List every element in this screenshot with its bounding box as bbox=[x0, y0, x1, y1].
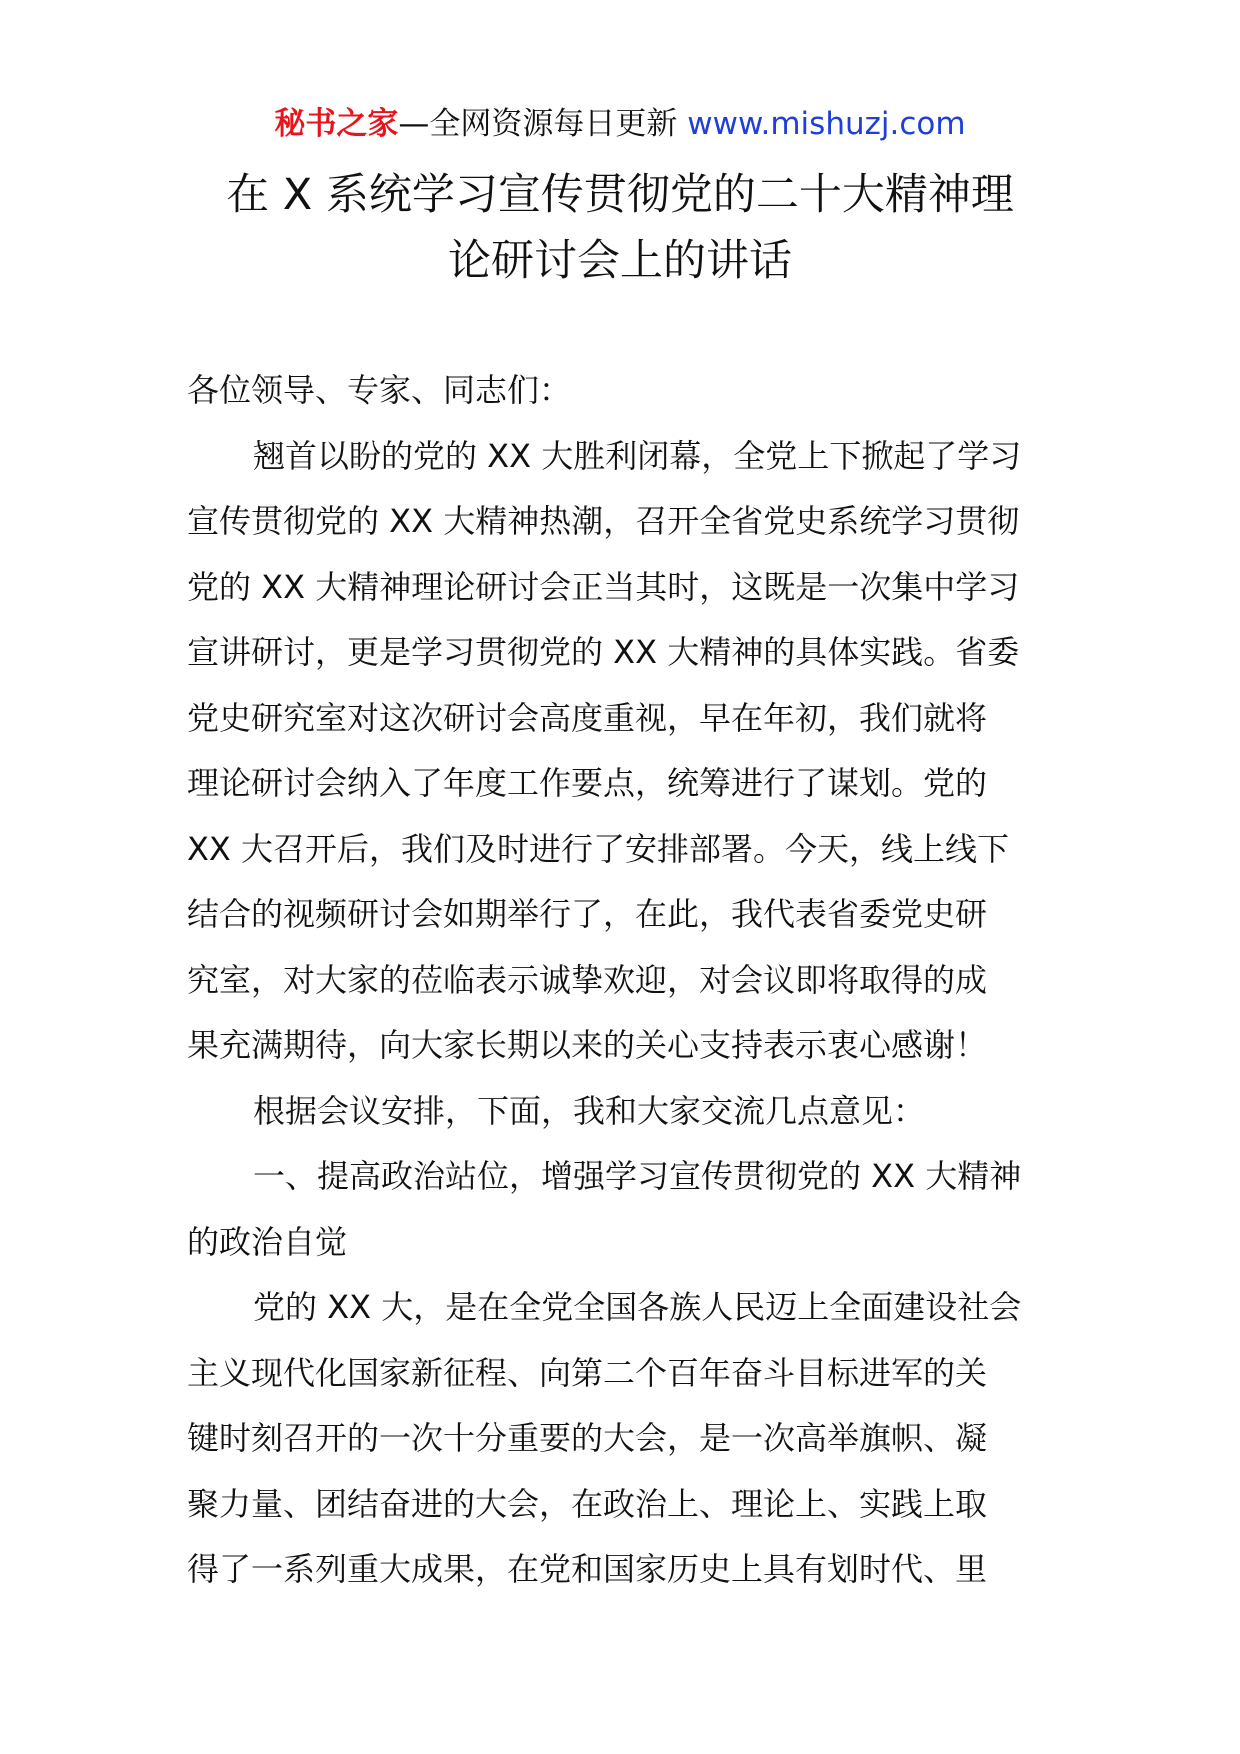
paragraph-line: 党的 XX 大精神理论研讨会正当其时，这既是一次集中学习 bbox=[187, 567, 1020, 606]
paragraph-line: 主义现代化国家新征程、向第二个百年奋斗目标进军的关 bbox=[187, 1353, 988, 1392]
paragraph-line: 键时刻召开的一次十分重要的大会，是一次高举旗帜、凝 bbox=[187, 1419, 988, 1457]
paragraph-line: 翘首以盼的党的 XX 大胜利闭幕，全党上下掀起了学习 bbox=[253, 436, 1022, 475]
title-line: 论研讨会上的讲话 bbox=[448, 236, 792, 286]
document-title bbox=[150, 162, 1090, 294]
paragraph-line: 得了一系列重大成果，在党和国家历史上具有划时代、里 bbox=[187, 1550, 988, 1588]
paragraph-line: 聚力量、团结奋进的大会，在政治上、理论上、实践上取 bbox=[187, 1484, 988, 1523]
section-heading: 一、提高政治站位，增强学习宣传贯彻党的 XX 大精神 bbox=[253, 1157, 1022, 1195]
section-heading: 的政治自觉 bbox=[187, 1222, 348, 1261]
title-line: 在 X 系统学习宣传贯彻党的二十大精神理 bbox=[226, 170, 1014, 220]
paragraph-line: 究室，对大家的莅临表示诚挚欢迎，对会议即将取得的成 bbox=[187, 960, 988, 999]
paragraph-line: 果充满期待，向大家长期以来的关心支持表示衷心感谢！ bbox=[187, 1026, 988, 1064]
site-header bbox=[0, 104, 1240, 144]
paragraph-line: 党史研究室对这次研讨会高度重视，早在年初，我们就将 bbox=[187, 698, 988, 737]
paragraph-line: 党的 XX 大，是在全党全国各族人民迈上全面建设社会 bbox=[253, 1288, 1022, 1326]
site-url-link[interactable]: www.mishuzj.com bbox=[687, 106, 966, 142]
paragraph-line: 宣传贯彻党的 XX 大精神热潮，召开全省党史系统学习贯彻 bbox=[187, 502, 1020, 540]
paragraph-line: XX 大召开后，我们及时进行了安排部署。今天，线上线下 bbox=[187, 829, 1010, 868]
brand-name: 秘书之家 bbox=[274, 106, 399, 142]
paragraph-line: 根据会议安排，下面，我和大家交流几点意见： bbox=[253, 1091, 926, 1130]
salutation: 各位领导、专家、同志们： bbox=[187, 371, 572, 409]
paragraph-line: 宣讲研讨，更是学习贯彻党的 XX 大精神的具体实践。省委 bbox=[187, 633, 1020, 671]
document-body bbox=[187, 358, 1057, 1603]
paragraph-line: 理论研讨会纳入了年度工作要点，统筹进行了谋划。党的 bbox=[187, 764, 988, 802]
header-tagline: —全网资源每日更新 bbox=[398, 106, 678, 142]
paragraph-line: 结合的视频研讨会如期举行了，在此，我代表省委党史研 bbox=[187, 895, 988, 933]
